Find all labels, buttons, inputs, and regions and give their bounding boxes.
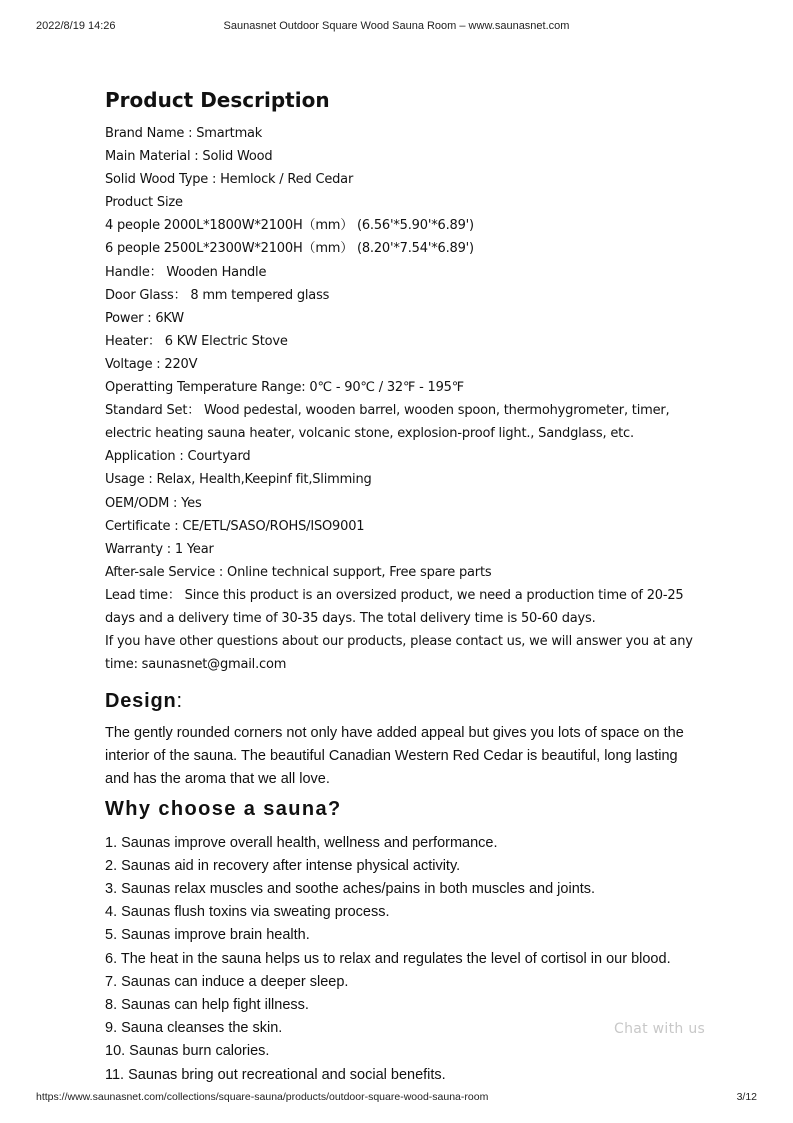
print-datetime: 2022/8/19 14:26 [36, 20, 116, 32]
product-spec-list [105, 122, 705, 676]
chat-with-us-button[interactable]: Chat with us [614, 1021, 706, 1037]
spec-line: Application : Courtyard [105, 449, 251, 465]
design-paragraph: The gently rounded corners not only have added appeal but gives you lots of space on the interior of the sauna. The beautiful Canadian Western Red Cedar is beautiful, long lasting and has the aroma that we all love. [105, 725, 684, 788]
spec-line: days and a delivery time of 30-35 days. The total delivery time is 50-60 days. [105, 610, 596, 626]
list-item: 5. Saunas improve brain health. [105, 927, 310, 944]
print-page-title: Saunasnet Outdoor Square Wood Sauna Room – www.saunasnet.com [223, 20, 570, 32]
spec-line: Handle： Wooden Handle [105, 264, 267, 280]
spec-line: Power : 6KW [105, 310, 184, 326]
print-header [0, 20, 793, 34]
list-item: 4. Saunas flush toxins via sweating process. [105, 904, 390, 921]
spec-line: Door Glass： 8 mm tempered glass [105, 287, 330, 303]
product-description-heading: Product Description [105, 88, 330, 112]
list-item: 11. Saunas bring out recreational and social benefits. [105, 1066, 446, 1083]
spec-line: Usage : Relax, Health,Keepinf fit,Slimming [105, 472, 372, 488]
list-item: 10. Saunas burn calories. [105, 1043, 270, 1060]
spec-line: Warranty : 1 Year [105, 541, 214, 557]
spec-line: OEM/ODM : Yes [105, 495, 202, 511]
spec-line: Brand Name : Smartmak [105, 126, 263, 141]
print-page-url: https://www.saunasnet.com/collections/square-sauna/products/outdoor-square-wood-sauna-room [36, 1091, 489, 1103]
spec-line: Solid Wood Type : Hemlock / Red Cedar [105, 172, 354, 188]
spec-line: 4 people 2000L*1800W*2100H（mm） (6.56'*5.90'*6.89') [105, 218, 474, 234]
why-choose-heading: Why choose a sauna? [105, 797, 342, 820]
spec-line: Certificate : CE/ETL/SASO/ROHS/ISO9001 [105, 518, 365, 534]
spec-line: 6 people 2500L*2300W*2100H（mm） (8.20'*7.54'*6.89') [105, 241, 474, 257]
spec-line: Voltage : 220V [105, 356, 198, 372]
list-item: 3. Saunas relax muscles and soothe aches/pains in both muscles and joints. [105, 880, 596, 897]
list-item: 2. Saunas aid in recovery after intense physical activity. [105, 857, 461, 874]
design-heading-text: Design [105, 690, 177, 713]
spec-line: If you have other questions about our products, please contact us, we will answer you at any [105, 634, 693, 650]
list-item: 9. Sauna cleanses the skin. [105, 1020, 283, 1037]
spec-line: Product Size [105, 195, 183, 211]
list-item: 1. Saunas improve overall health, wellness and performance. [105, 834, 498, 851]
spec-line: Operatting Temperature Range: 0℃ - 90℃ / 32℉ - 195℉ [105, 380, 464, 396]
main-content [105, 86, 705, 1087]
spec-line: Lead time： Since this product is an oversized product, we need a production time of 20-25 [105, 587, 684, 603]
list-item: 8. Saunas can help fight illness. [105, 996, 309, 1013]
spec-line: time: saunasnet@gmail.com [105, 657, 287, 673]
benefits-list [105, 832, 705, 1087]
spec-line: Standard Set： Wood pedestal, wooden barrel, wooden spoon, thermohygrometer, timer, [105, 403, 670, 419]
print-page-number: 3/12 [736, 1091, 757, 1103]
design-heading-colon: : [176, 690, 183, 713]
list-item: 7. Saunas can induce a deeper sleep. [105, 973, 349, 990]
spec-line: Main Material : Solid Wood [105, 149, 273, 165]
spec-line: Heater： 6 KW Electric Stove [105, 333, 288, 349]
list-item: 6. The heat in the sauna helps us to relax and regulates the level of cortisol in our blood. [105, 950, 671, 967]
design-heading [105, 688, 705, 714]
spec-line: After-sale Service : Online technical support, Free spare parts [105, 564, 492, 580]
spec-line: electric heating sauna heater, volcanic stone, explosion-proof light., Sandglass, etc. [105, 426, 634, 442]
